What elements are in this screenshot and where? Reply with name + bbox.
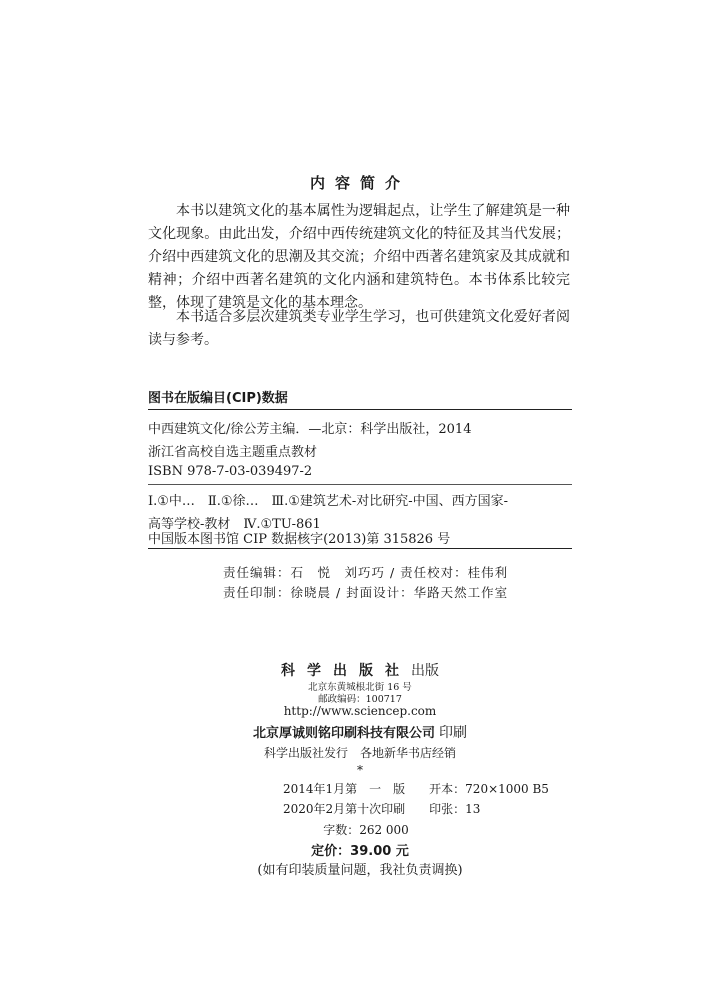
cip-top-rule — [148, 409, 572, 410]
distribution-line: 科学出版社发行 各地新华书店经销 — [263, 746, 456, 760]
credits-production: 责任印制：徐晓晨 / 封面设计：华路天然工作室 — [223, 585, 509, 600]
publisher-url: http://www.sciencep.com — [283, 704, 437, 718]
cip-series-line: 浙江省高校自选主题重点教材 — [148, 445, 318, 460]
publisher-address: 北京东黄城根北街 16 号 — [308, 682, 412, 693]
printer-name: 北京厚诚则铭印刷科技有限公司 — [252, 726, 435, 741]
summary-title: 内容简介 — [309, 174, 410, 192]
cip-isbn-line: ISBN 978-7-03-039497-2 — [148, 464, 313, 479]
printer-line — [0, 722, 720, 742]
cip-middle-rule — [148, 484, 572, 485]
cip-subject-line-2: 高等学校-教材 Ⅳ.①TU-861 — [148, 517, 321, 532]
cip-number-line: 中国版本图书馆 CIP 数据核字(2013)第 315826 号 — [148, 532, 451, 547]
summary-paragraph-2: 本书适合多层次建筑类专业学生学习，也可供建筑文化爱好者阅读与参考。 — [148, 309, 570, 348]
publisher-name: 科学出版社 — [281, 663, 411, 679]
word-count: 字数：262 000 — [323, 823, 409, 837]
cip-bottom-rule — [148, 548, 572, 549]
price: 定价：39.00 元 — [311, 844, 409, 859]
printing-line: 2020年2月第十次印刷 印张：13 — [283, 802, 481, 816]
cip-subject-line-1: Ⅰ.①中… Ⅱ.①徐… Ⅲ.①建筑艺术-对比研究-中国、西方国家- — [148, 494, 509, 509]
publisher-suffix: 出版 — [411, 663, 439, 679]
edition-line: 2014年1月第 一 版 开本：720×1000 B5 — [283, 782, 549, 796]
cip-title-line: 中西建筑文化/徐公芳主编．—北京：科学出版社，2014 — [148, 422, 472, 437]
summary-paragraph-1: 本书以建筑文化的基本属性为逻辑起点，让学生了解建筑是一种文化现象。由此出发，介绍中西传统建筑文化的特征及其当代发展；介绍中西建筑文化的思潮及其交流；介绍中西著名建筑家及其成就和精神；介绍中西著名建筑的文化内涵和建筑特色。本书体系比较完整，体现了建筑是文化的基本理念。 — [148, 203, 570, 311]
publisher-line — [0, 660, 720, 680]
quality-notice: (如有印装质量问题，我社负责调换) — [257, 863, 463, 878]
credits-editors: 责任编辑：石 悦 刘巧巧 / 责任校对：桂伟利 — [223, 565, 509, 580]
cip-heading: 图书在版编目(CIP)数据 — [148, 391, 288, 406]
printer-suffix: 印刷 — [439, 725, 467, 741]
separator-star: * — [357, 763, 363, 777]
publisher-postcode: 邮政编码：100717 — [318, 694, 402, 705]
